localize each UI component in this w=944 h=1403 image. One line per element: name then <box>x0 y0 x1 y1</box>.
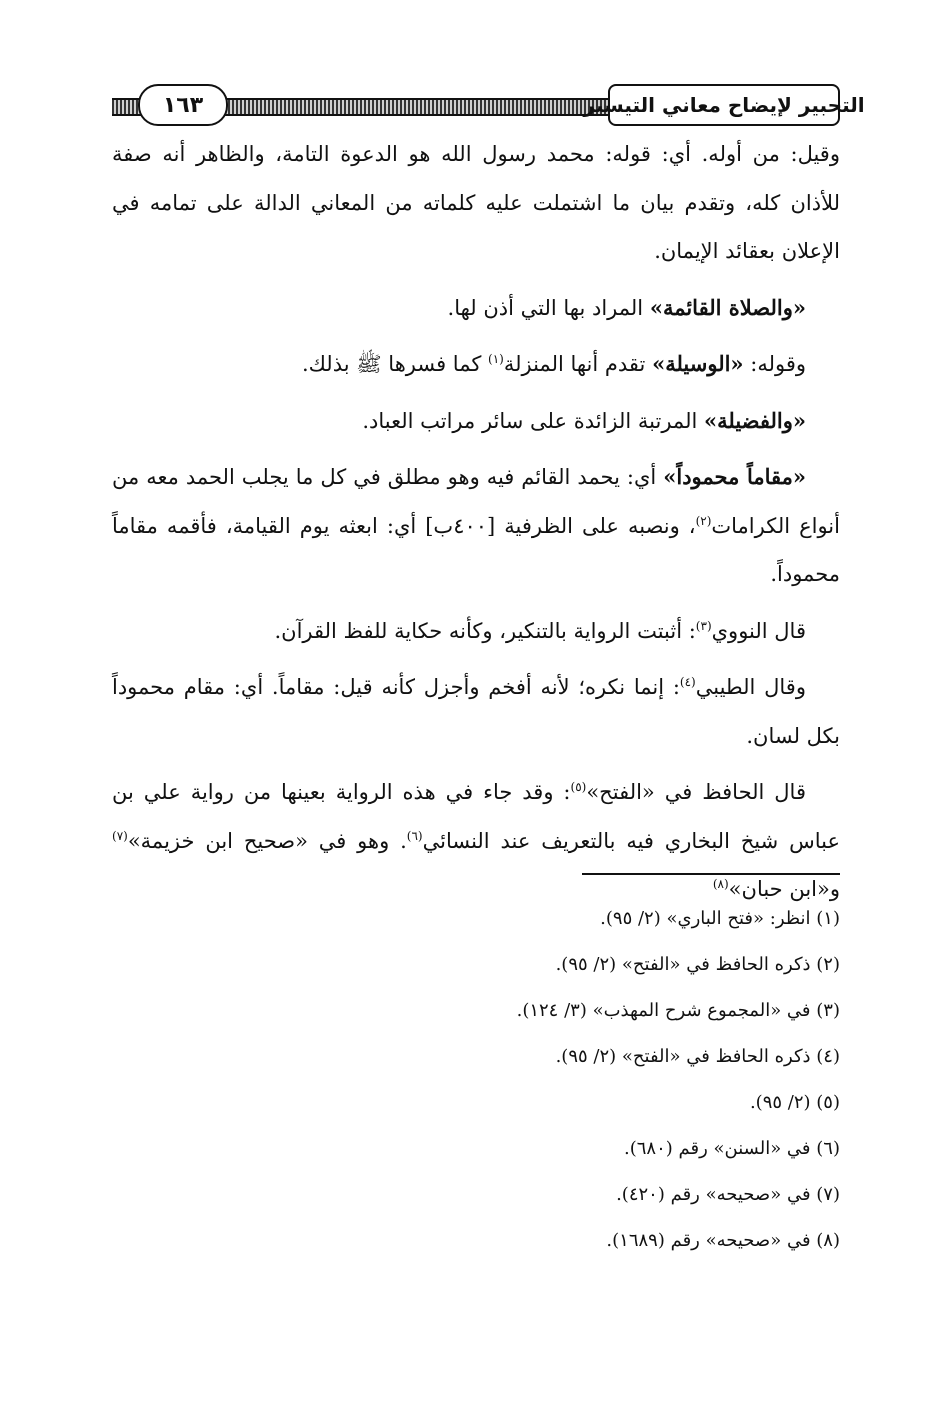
paragraph-text: قال النووي <box>711 618 806 643</box>
footnote-ref[interactable]: (٨) <box>712 877 729 891</box>
paragraph <box>112 663 840 760</box>
quoted-phrase: «والفضيلة» <box>703 407 806 433</box>
paragraph <box>112 768 840 914</box>
footnote-item: (٢) ذكره الحافظ في «الفتح» (٢/ ٩٥). <box>555 954 840 975</box>
footnote-ref[interactable]: (١) <box>488 352 504 366</box>
footnote-ref[interactable]: (٢) <box>695 513 712 528</box>
page-header <box>112 82 865 126</box>
paragraph-text: : وقد جاء في هذه الرواية بعينها من رواية علي بن عباس شيخ البخاري فيه بالتعريف عند النسائي <box>112 780 840 853</box>
paragraph <box>112 397 840 446</box>
quoted-phrase: «مقاماً محموداً» <box>663 464 806 489</box>
paragraph-text: ، ونصبه على الظرفية [٤٠٠ب] أي: ابعثه يوم القيامة، فأقمه مقاماً محموداً. <box>112 513 840 586</box>
paragraph <box>112 607 840 656</box>
paragraph <box>112 340 840 389</box>
footnote-item: (٣) في «المجموع شرح المهذب» (٣/ ١٢٤). <box>516 1000 840 1021</box>
footnote-item: (٨) في «صحيحه» رقم (١٦٨٩). <box>606 1230 840 1251</box>
footnote-item: (٥) (٢/ ٩٥). <box>749 1092 840 1113</box>
footnote-ref[interactable]: (٦) <box>406 828 423 843</box>
paragraph-text: المراد بها التي أذن لها. <box>447 295 650 320</box>
paragraph <box>112 284 840 333</box>
paragraph-text: : إنما نكره؛ لأنه أفخم وأجزل كأنه قيل: مقاماً. أي: مقام محموداً بكل لسان. <box>112 675 840 748</box>
paragraph-text: و«ابن حبان» <box>728 877 840 901</box>
paragraph-text: أي: يحمد القائم فيه وهو مطلق في كل ما يجلب الحمد معه من أنواع الكرامات <box>112 465 840 538</box>
footnote-item: (٦) في «السنن» رقم (٦٨٠). <box>624 1138 840 1159</box>
page-number-box <box>138 84 228 126</box>
footnote-item: (٧) في «صحيحه» رقم (٤٢٠). <box>616 1184 840 1205</box>
paragraph-text: وقوله: <box>743 352 806 376</box>
paragraph: وقيل: من أوله. أي: قوله: محمد رسول الله هو الدعوة التامة، والظاهر أنه صفة للأذان كله، وتقدم بيان ما اشتملت عليه كلماته من المعاني الدالة على تمامه في الإعلان بعقائد الإيمان. <box>112 142 840 263</box>
book-title-box <box>583 84 865 126</box>
footnote-ref[interactable]: (٧) <box>112 828 128 843</box>
book-title: التحبير لإيضاح معاني التيسير <box>583 93 865 117</box>
paragraph-text: : أثبتت الرواية بالتنكير، وكأنه حكاية للفظ القرآن. <box>274 618 696 643</box>
paragraph <box>112 453 840 599</box>
paragraph-text: كما فسرها ﷺ بذلك. <box>301 352 489 376</box>
paragraph-text: . وهو في «صحيح ابن خزيمة» <box>127 828 407 853</box>
paragraph-text: قال الحافظ في «الفتح» <box>586 780 806 804</box>
paragraph-text: وقال الطيبي <box>695 675 806 699</box>
quoted-phrase: «والصلاة القائمة» <box>649 294 806 320</box>
footnote-ref[interactable]: (٤) <box>679 675 696 689</box>
paragraph-text: المرتبة الزائدة على سائر مراتب العباد. <box>362 408 704 433</box>
footnote-separator <box>582 873 840 875</box>
quoted-phrase: «الوسيلة» <box>652 351 744 376</box>
footnote-item: (١) انظر: «فتح الباري» (٢/ ٩٥). <box>600 908 840 929</box>
footnote-item: (٤) ذكره الحافظ في «الفتح» (٢/ ٩٥). <box>555 1046 840 1067</box>
main-text <box>112 130 840 922</box>
page-number: ١٦٣ <box>162 92 204 118</box>
footnote-ref[interactable]: (٣) <box>695 618 712 633</box>
footnotes <box>380 896 840 1264</box>
footnote-ref[interactable]: (٥) <box>570 780 587 794</box>
paragraph-text: تقدم أنها المنزلة <box>503 352 653 376</box>
